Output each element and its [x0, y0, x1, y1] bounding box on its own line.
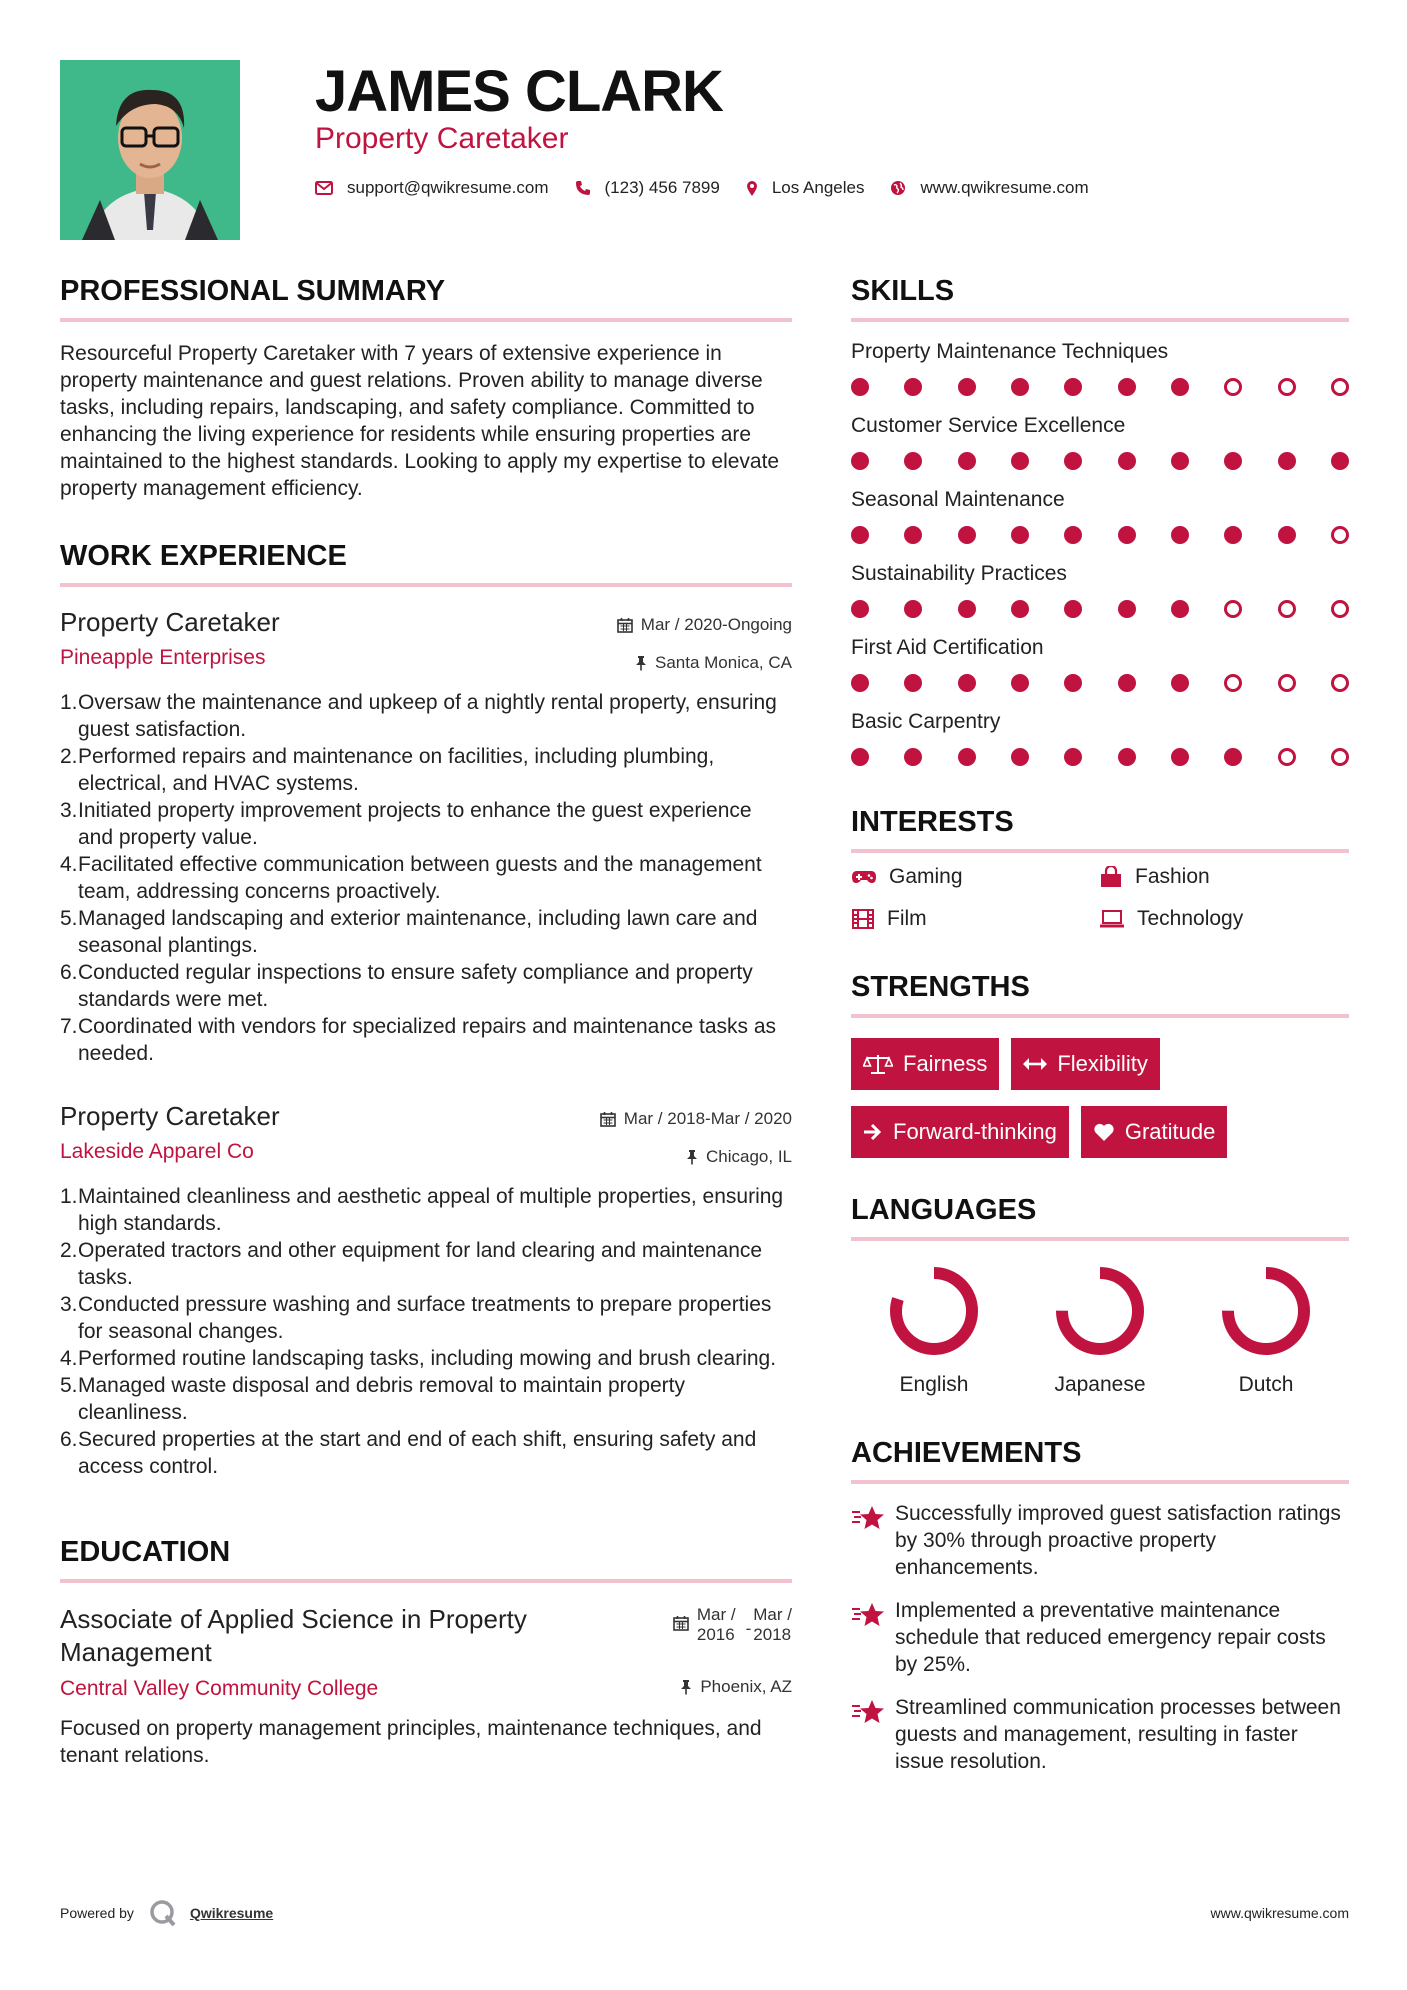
skills-heading: SKILLS	[851, 275, 1349, 322]
contact-phone[interactable]	[575, 178, 720, 198]
skill-rating	[851, 600, 1349, 618]
profile-photo	[60, 60, 240, 240]
interests-heading: INTERESTS	[851, 806, 1349, 853]
education-start-month: Mar /	[696, 1605, 736, 1624]
calendar-icon	[617, 617, 633, 633]
summary-section	[60, 275, 792, 502]
rating-dot-filled	[1118, 452, 1136, 470]
education-start-year: 2016	[696, 1625, 735, 1644]
job-location-text: Santa Monica, CA	[654, 653, 792, 672]
experience-heading: WORK EXPERIENCE	[60, 540, 792, 587]
language-level-arc	[1228, 1273, 1304, 1349]
rating-dot-filled	[851, 748, 869, 766]
education-end-month: Mar /	[753, 1605, 792, 1624]
rating-dot-filled	[1118, 674, 1136, 692]
skill-name: Customer Service Excellence	[851, 414, 1126, 437]
rating-dot-filled	[1011, 674, 1029, 692]
rating-dot-filled	[1064, 378, 1082, 396]
list-item: 1. Oversaw the maintenance and upkeep of a nightly rental property, ensuring guest satisfaction.	[60, 691, 777, 741]
language-name: English	[899, 1373, 969, 1396]
star-icon	[851, 1504, 885, 1532]
achievements-heading: ACHIEVEMENTS	[851, 1437, 1349, 1484]
languages-list	[851, 1263, 1349, 1397]
language-name: Dutch	[1238, 1373, 1294, 1396]
film-icon	[851, 908, 875, 930]
list-item: 3. Conducted pressure washing and surface treatments to prepare properties for seasonal changes.	[60, 1293, 772, 1343]
skills-list	[851, 340, 1349, 766]
rating-dot-filled	[1064, 674, 1082, 692]
achievement-text: Successfully improved guest satisfaction ratings by 30% through proactive property enhancements.	[895, 1502, 1341, 1579]
education-heading: EDUCATION	[60, 1536, 792, 1583]
pushpin-icon	[635, 655, 647, 671]
rating-dot-filled	[1224, 526, 1242, 544]
language-ring	[886, 1263, 982, 1359]
interest-item	[851, 865, 1099, 889]
language-ring	[1052, 1263, 1148, 1359]
education-location	[680, 1677, 792, 1697]
rating-dot-filled	[1171, 600, 1189, 618]
rating-dot-filled	[958, 526, 976, 544]
right-column	[851, 275, 1349, 1775]
pushpin-icon	[686, 1149, 698, 1165]
language-item	[851, 1263, 1017, 1397]
rating-dot-filled	[1011, 452, 1029, 470]
skill-item	[851, 710, 1349, 766]
rating-dot-empty	[1278, 748, 1296, 766]
rating-dot-filled	[958, 674, 976, 692]
achievement-text: Streamlined communication processes between guests and management, resulting in faster issue resolution.	[895, 1696, 1341, 1773]
rating-dot-filled	[1278, 452, 1296, 470]
rating-dot-filled	[958, 600, 976, 618]
experience-section	[60, 540, 792, 1480]
interest-item	[851, 907, 1099, 931]
rating-dot-empty	[1331, 674, 1349, 692]
job-dates	[617, 615, 792, 635]
strength-tag	[1011, 1038, 1159, 1090]
rating-dot-filled	[1064, 748, 1082, 766]
rating-dot-filled	[1064, 600, 1082, 618]
interest-label: Gaming	[889, 865, 963, 888]
rating-dot-filled	[904, 378, 922, 396]
job-header	[60, 607, 792, 673]
list-item: 6. Conducted regular inspections to ensure safety compliance and property standards were met.	[60, 961, 753, 1011]
rating-dot-filled	[1224, 748, 1242, 766]
skill-rating	[851, 452, 1349, 470]
job-location-text: Chicago, IL	[706, 1147, 792, 1166]
rating-dot-filled	[1011, 748, 1029, 766]
skill-name: Property Maintenance Techniques	[851, 340, 1169, 363]
contact-website[interactable]	[890, 178, 1088, 198]
language-level-arc	[1062, 1273, 1138, 1349]
rating-dot-filled	[851, 674, 869, 692]
rating-dot-filled	[958, 748, 976, 766]
powered-by-text: Powered by	[60, 1905, 134, 1921]
rating-dot-empty	[1278, 674, 1296, 692]
laptop-icon	[1099, 909, 1125, 929]
rating-dot-empty	[1278, 600, 1296, 618]
candidate-title: Property Caretaker	[315, 122, 569, 155]
education-school: Central Valley Community College	[60, 1677, 379, 1700]
rating-dot-empty	[1224, 600, 1242, 618]
achievement-text: Implemented a preventative maintenance schedule that reduced emergency repair costs by 25%.	[895, 1599, 1326, 1676]
skill-name: Basic Carpentry	[851, 710, 1001, 733]
list-item: 1. Maintained cleanliness and aesthetic appeal of multiple properties, ensuring high standards.	[60, 1185, 784, 1235]
contact-location	[746, 178, 865, 198]
skill-rating	[851, 526, 1349, 544]
rating-dot-filled	[1171, 526, 1189, 544]
interest-label: Technology	[1137, 907, 1244, 930]
achievements-section	[851, 1437, 1349, 1775]
job-title: Property Caretaker	[60, 607, 280, 637]
rating-dot-filled	[851, 378, 869, 396]
skill-name: First Aid Certification	[851, 636, 1044, 659]
strength-label: Forward-thinking	[893, 1119, 1057, 1144]
interest-item	[1099, 907, 1349, 931]
skill-name: Sustainability Practices	[851, 562, 1067, 585]
rating-dot-filled	[1171, 378, 1189, 396]
skill-name: Seasonal Maintenance	[851, 488, 1065, 511]
strength-label: Gratitude	[1124, 1119, 1216, 1144]
brand-link[interactable]: Qwikresume	[189, 1905, 274, 1921]
rating-dot-filled	[1011, 378, 1029, 396]
rating-dot-filled	[1011, 526, 1029, 544]
rating-dot-empty	[1331, 526, 1349, 544]
job-bullets	[60, 689, 792, 1067]
strength-label: Flexibility	[1057, 1051, 1148, 1076]
language-level-arc	[896, 1273, 972, 1349]
job-company: Lakeside Apparel Co	[60, 1140, 254, 1163]
rating-dot-empty	[1331, 748, 1349, 766]
skill-rating	[851, 674, 1349, 692]
footer-website[interactable]: www.qwikresume.com	[1210, 1905, 1349, 1921]
rating-dot-filled	[1011, 600, 1029, 618]
job-header	[60, 1101, 792, 1167]
skill-item	[851, 562, 1349, 618]
rating-dot-filled	[904, 674, 922, 692]
rating-dot-filled	[1118, 600, 1136, 618]
education-description: Focused on property management principles, maintenance techniques, and tenant relations.	[60, 1717, 762, 1767]
rating-dot-filled	[1171, 674, 1189, 692]
list-item: 5. Managed waste disposal and debris removal to maintain property cleanliness.	[60, 1374, 686, 1424]
education-date-separator: -	[745, 1619, 752, 1638]
rating-dot-filled	[904, 600, 922, 618]
job-entry	[60, 607, 792, 1067]
contact-location-text: Los Angeles	[771, 178, 865, 197]
rating-dot-filled	[1064, 452, 1082, 470]
interest-item	[1099, 865, 1349, 889]
interests-section	[851, 806, 1349, 931]
skills-section	[851, 275, 1349, 766]
job-location	[635, 653, 792, 673]
skill-rating	[851, 378, 1349, 396]
strength-label: Fairness	[903, 1051, 988, 1076]
language-ring	[1218, 1263, 1314, 1359]
rating-dot-empty	[1278, 378, 1296, 396]
rating-dot-filled	[1171, 748, 1189, 766]
job-dates-text: Mar / 2020-Ongoing	[640, 615, 792, 634]
gamepad-icon	[851, 869, 877, 885]
rating-dot-empty	[1331, 378, 1349, 396]
arrow-right-icon	[863, 1123, 883, 1141]
strength-tag	[1081, 1106, 1228, 1158]
rating-dot-filled	[1171, 452, 1189, 470]
globe-icon	[890, 180, 906, 196]
rating-dot-filled	[958, 452, 976, 470]
qwikresume-logo-icon	[148, 1898, 178, 1928]
languages-heading: LANGUAGES	[851, 1194, 1349, 1241]
education-section	[60, 1536, 792, 1769]
strengths-heading: STRENGTHS	[851, 971, 1349, 1018]
job-title: Property Caretaker	[60, 1101, 280, 1131]
summary-heading: PROFESSIONAL SUMMARY	[60, 275, 792, 322]
education-degree: Associate of Applied Science in Property Management	[60, 1604, 527, 1667]
interests-grid	[851, 865, 1349, 931]
list-item: 2. Performed repairs and maintenance on facilities, including plumbing, electrical, and HVAC systems.	[60, 745, 715, 795]
skill-rating	[851, 748, 1349, 766]
phone-icon	[575, 180, 591, 196]
strengths-section	[851, 971, 1349, 1174]
skill-item	[851, 414, 1349, 470]
contact-website-text: www.qwikresume.com	[920, 178, 1089, 197]
rating-dot-empty	[1331, 600, 1349, 618]
footer-powered-by	[60, 1898, 273, 1928]
rating-dot-empty	[1224, 674, 1242, 692]
rating-dot-filled	[1118, 748, 1136, 766]
left-column	[60, 275, 792, 1769]
star-icon	[851, 1601, 885, 1629]
summary-text: Resourceful Property Caretaker with 7 years of extensive experience in property maintenance and guest relations. Proven ability to manage diverse tasks, including repairs, landscaping, and safety compliance. Committed to enhancing the living experience for residents while ensuring properties are maintained to the highest standards. Looking to apply my expertise to elevate property management efficiency.	[60, 342, 780, 500]
list-item: 4. Facilitated effective communication between guests and the management team, addressing concerns proactively.	[60, 853, 762, 903]
contact-phone-text: (123) 456 7899	[604, 178, 720, 197]
star-icon	[851, 1698, 885, 1726]
job-company: Pineapple Enterprises	[60, 646, 266, 669]
language-name: Japanese	[1054, 1373, 1146, 1396]
contact-email-text: support@qwikresume.com	[347, 178, 549, 197]
strength-tag	[851, 1106, 1069, 1158]
map-pin-icon	[746, 180, 758, 197]
arrows-horizontal-icon	[1023, 1057, 1047, 1071]
job-location	[686, 1147, 792, 1167]
achievement-item	[851, 1597, 1349, 1678]
education-header	[60, 1603, 792, 1701]
list-item: 5. Managed landscaping and exterior maintenance, including lawn care and seasonal plantings.	[60, 907, 758, 957]
strengths-list	[851, 1038, 1349, 1174]
rating-dot-filled	[904, 748, 922, 766]
job-dates-text: Mar / 2018-Mar / 2020	[623, 1109, 792, 1128]
skill-item	[851, 636, 1349, 692]
rating-dot-filled	[958, 378, 976, 396]
job-entry	[60, 1101, 792, 1480]
candidate-name: JAMES CLARK	[315, 59, 723, 124]
balance-scale-icon	[863, 1053, 893, 1075]
rating-dot-filled	[851, 526, 869, 544]
list-item: 3. Initiated property improvement projects to enhance the guest experience and property value.	[60, 799, 752, 849]
calendar-icon	[673, 1615, 689, 1631]
rating-dot-filled	[1064, 526, 1082, 544]
person-portrait-icon	[60, 60, 240, 240]
skill-item	[851, 488, 1349, 544]
calendar-icon	[600, 1111, 616, 1127]
skill-item	[851, 340, 1349, 396]
language-item	[1183, 1263, 1349, 1397]
education-dates	[673, 1605, 792, 1645]
rating-dot-filled	[851, 452, 869, 470]
rating-dot-filled	[1224, 452, 1242, 470]
rating-dot-filled	[904, 526, 922, 544]
achievement-item	[851, 1694, 1349, 1775]
languages-section	[851, 1194, 1349, 1397]
rating-dot-filled	[1278, 526, 1296, 544]
list-item: 2. Operated tractors and other equipment for land clearing and maintenance tasks.	[60, 1239, 763, 1289]
envelope-icon	[315, 181, 333, 195]
language-item	[1017, 1263, 1183, 1397]
education-end-year: 2018	[753, 1625, 792, 1644]
achievement-item	[851, 1500, 1349, 1581]
contact-email[interactable]	[315, 178, 549, 198]
rating-dot-filled	[1118, 526, 1136, 544]
rating-dot-empty	[1224, 378, 1242, 396]
list-item: 6. Secured properties at the start and end of each shift, ensuring safety and access control.	[60, 1428, 757, 1478]
interest-label: Fashion	[1135, 865, 1210, 888]
pushpin-icon	[680, 1679, 692, 1695]
job-bullets	[60, 1183, 792, 1480]
rating-dot-filled	[904, 452, 922, 470]
rating-dot-filled	[1331, 452, 1349, 470]
heart-icon	[1093, 1122, 1115, 1142]
list-item: 7. Coordinated with vendors for specialized repairs and maintenance tasks as needed.	[60, 1015, 777, 1065]
education-location-text: Phoenix, AZ	[700, 1677, 792, 1696]
interest-label: Film	[887, 907, 927, 930]
job-dates	[600, 1109, 792, 1129]
contact-bar	[315, 178, 1115, 198]
rating-dot-filled	[1118, 378, 1136, 396]
rating-dot-filled	[851, 600, 869, 618]
list-item: 4. Performed routine landscaping tasks, including mowing and brush clearing.	[60, 1347, 777, 1370]
strength-tag	[851, 1038, 999, 1090]
shopping-bag-icon	[1099, 866, 1123, 888]
